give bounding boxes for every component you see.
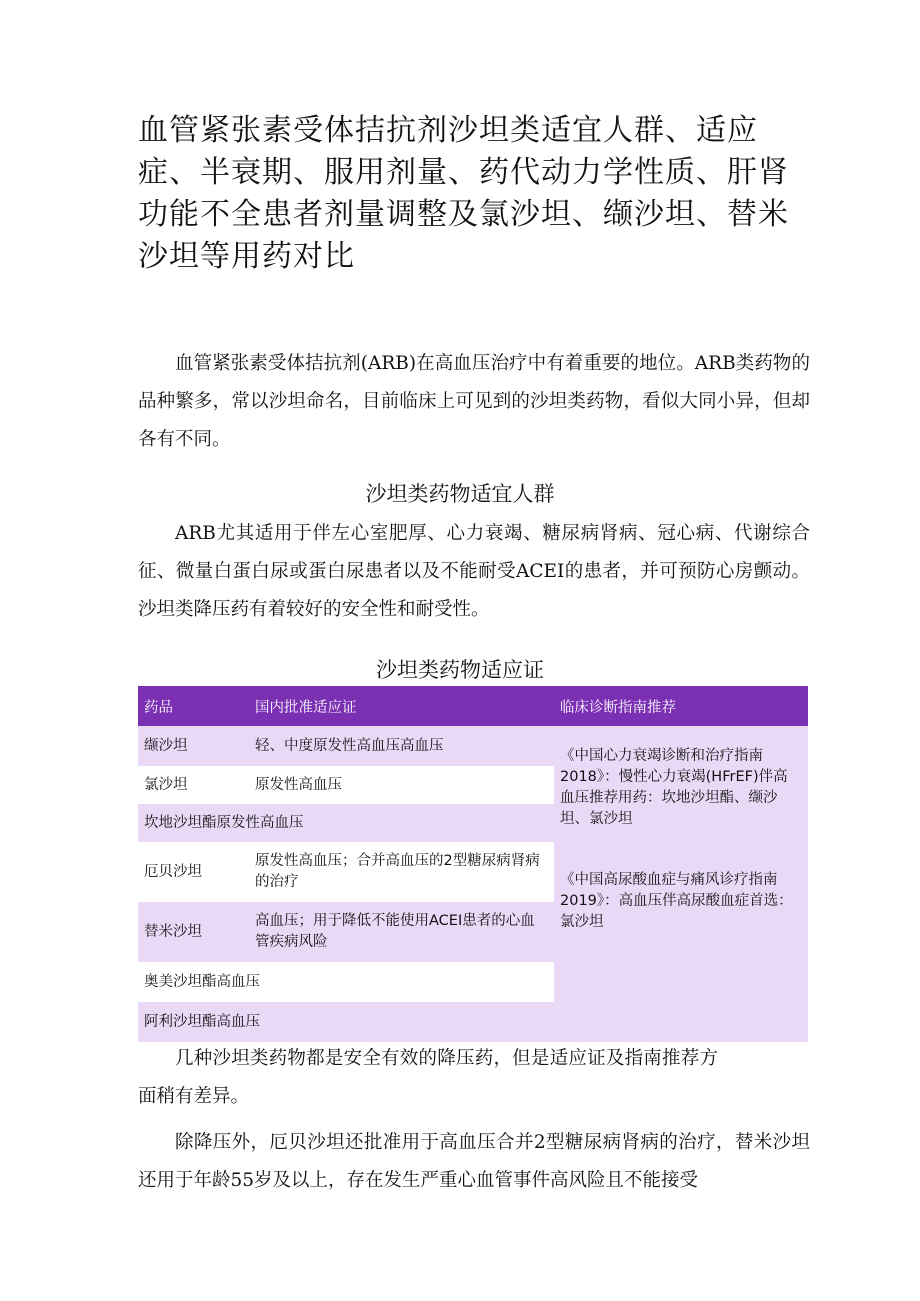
drug-indication: 高血压 (216, 1013, 260, 1030)
guideline-heart-failure: 《中国心力衰竭诊断和治疗指南2018》：慢性心力衰竭(HFrEF)伴高血压推荐用药：坎地沙坦酯、缬沙坦、氯沙坦 (560, 748, 788, 827)
drug-indication: 原发性高血压 (249, 766, 554, 804)
table-row (138, 1002, 808, 1042)
guideline-hyperuricemia: 《中国高尿酸血症与痛风诊疗指南2019》：高血压伴高尿酸血症首选：氯沙坦 (560, 872, 793, 930)
drug-name: 替米沙坦 (138, 902, 249, 962)
drug-indication: 高血压 (216, 973, 260, 990)
page-title: 血管紧张素受体拮抗剂沙坦类适宜人群、适应症、半衰期、服用剂量、药代动力学性质、肝肾功能不全患者剂量调整及氯沙坦、缬沙坦、替米沙坦等用药对比 (138, 113, 789, 274)
guideline-cell-1 (554, 726, 808, 842)
population-paragraph: ARB尤其适用于伴左心室肥厚、心力衰竭、糖尿病肾病、冠心病、代谢综合征、微量白蛋白尿或蛋白尿患者以及不能耐受ACEI的患者，并可预防心房颤动。沙坦类降压药有着较好的安全性和耐受性。 (138, 523, 810, 620)
header-drug: 药品 (138, 686, 249, 726)
table-row (138, 842, 808, 902)
drug-name: 厄贝沙坦 (138, 842, 249, 902)
drug-row-combined (138, 962, 554, 1002)
header-indication: 国内批准适应证 (249, 686, 554, 726)
drug-indication: 高血压；用于降低不能使用ACEI患者的心血管疾病风险 (249, 902, 554, 962)
drug-name: 阿利沙坦酯 (144, 1013, 217, 1030)
drug-name: 缬沙坦 (138, 726, 249, 766)
drug-indication: 轻、中度原发性高血压高血压 (249, 726, 554, 766)
indications-table (138, 686, 808, 1042)
drug-name: 坎地沙坦酯 (144, 814, 217, 831)
drug-indication: 原发性高血压；合并高血压的2型糖尿病肾病的治疗 (249, 842, 554, 902)
table-row (138, 726, 808, 766)
drug-name: 氯沙坦 (138, 766, 249, 804)
table-header-row (138, 686, 808, 726)
section-heading-population: 沙坦类药物适宜人群 (365, 482, 555, 506)
after-table-paragraph: 几种沙坦类药物都是安全有效的降压药，但是适应证及指南推荐方面稍有差异。 (138, 1048, 718, 1107)
intro-paragraph: 血管紧张素受体拮抗剂(ARB)在高血压治疗中有着重要的地位。ARB类药物的品种繁多，常以沙坦命名，目前临床上可见到的沙坦类药物，看似大同小异，但却各有不同。 (138, 353, 810, 450)
continuation-paragraph: 除降压外，厄贝沙坦还批准用于高血压合并2型糖尿病肾病的治疗，替米沙坦还用于年龄55岁及以上，存在发生严重心血管事件高风险且不能接受 (138, 1132, 810, 1191)
section-heading-indications: 沙坦类药物适应证 (376, 658, 544, 682)
drug-row-combined (138, 1002, 808, 1042)
drug-name: 奥美沙坦酯 (144, 973, 217, 990)
header-guideline: 临床诊断指南推荐 (554, 686, 808, 726)
drug-indication: 原发性高血压 (216, 814, 304, 831)
guideline-cell-2 (554, 842, 808, 1002)
drug-row-combined (138, 804, 554, 842)
